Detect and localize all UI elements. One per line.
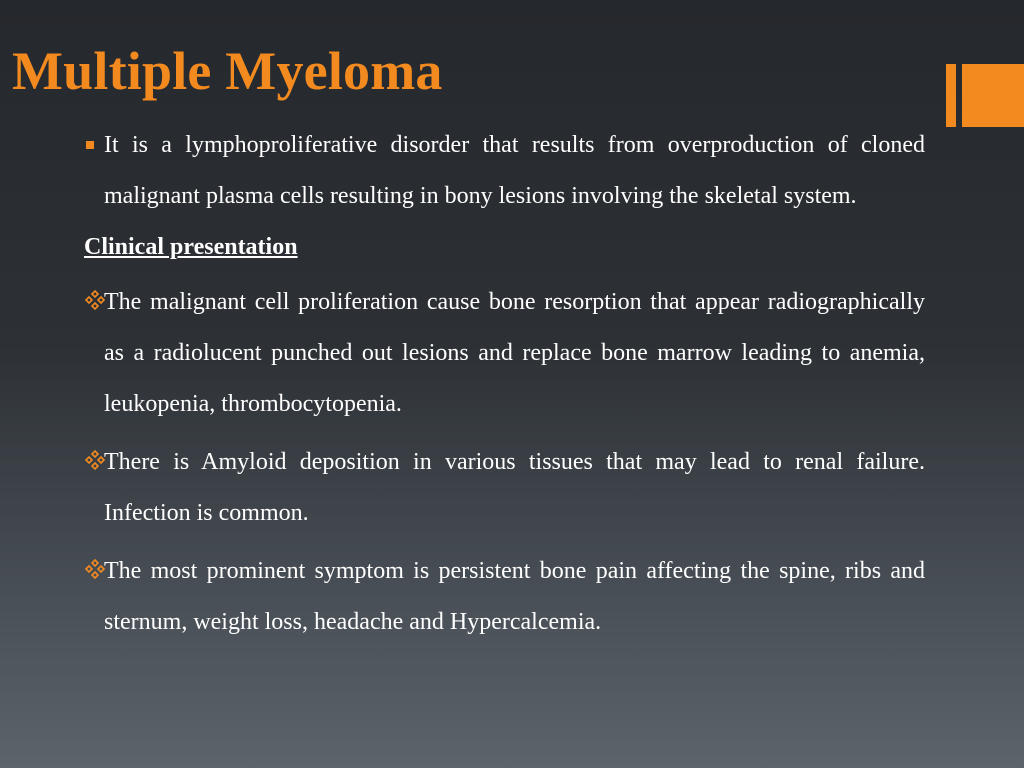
diamond-bullet-icon — [84, 449, 106, 471]
slide-title: Multiple Myeloma — [12, 41, 443, 101]
intro-bullet — [84, 120, 925, 222]
diamond-bullet-icon — [84, 289, 106, 311]
clinical-point-text: The most prominent symptom is persistent bone pain affecting the spine, ribs and sternum, weight loss, headache and Hypercalcemia. — [104, 558, 925, 635]
section-heading: Clinical presentation — [84, 234, 298, 260]
slide-content — [84, 120, 925, 648]
diamond-bullet-icon — [84, 558, 106, 580]
clinical-point — [84, 277, 925, 430]
clinical-point-text: There is Amyloid deposition in various tissues that may lead to renal failure. Infection is common. — [104, 449, 925, 526]
clinical-point — [84, 437, 925, 539]
intro-bullet-text: It is a lymphoproliferative disorder that results from overproduction of cloned malignant plasma cells resulting in bony lesions involving the skeletal system. — [104, 132, 925, 209]
square-bullet-icon — [86, 141, 94, 149]
title-accent-bar-thin — [946, 64, 956, 127]
clinical-point — [84, 546, 925, 648]
title-accent-bar-thick — [962, 64, 1024, 127]
clinical-point-text: The malignant cell proliferation cause bone resorption that appear radiographically as a radiolucent punched out lesions and replace bone marrow leading to anemia, leukopenia, thrombocytopenia. — [104, 289, 925, 417]
